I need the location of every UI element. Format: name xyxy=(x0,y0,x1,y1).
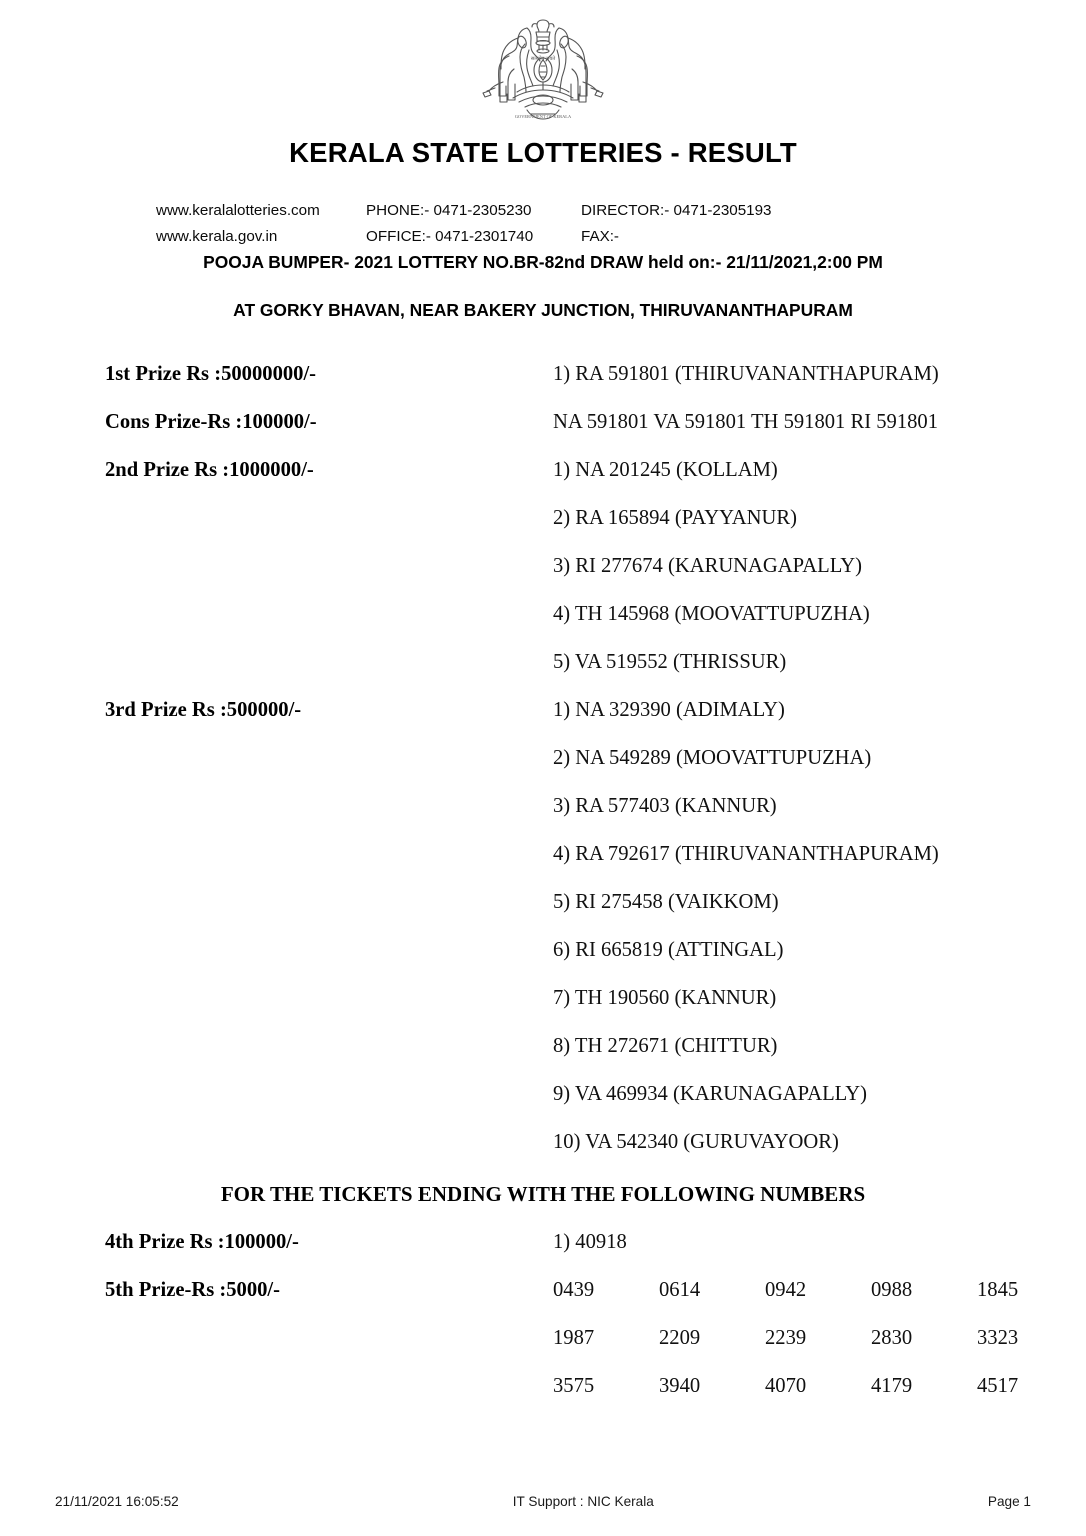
prize-value: 3) RI 277674 (KARUNAGAPALLY) xyxy=(553,555,862,577)
prize-label: 4th Prize Rs :100000/- xyxy=(105,1231,299,1253)
prize-value: 4) TH 145968 (MOOVATTUPUZHA) xyxy=(553,603,870,625)
page-title: KERALA STATE LOTTERIES - RESULT xyxy=(289,137,797,168)
prize-row xyxy=(0,363,1086,411)
lottery-number: 0988 xyxy=(871,1279,913,1301)
number-grid-row xyxy=(553,1327,1033,1350)
lottery-number: 0439 xyxy=(553,1279,595,1301)
number-row xyxy=(0,1375,1086,1423)
lottery-number: 2830 xyxy=(871,1327,913,1349)
lottery-number: 1987 xyxy=(553,1327,595,1349)
contact-row xyxy=(156,224,956,250)
prize-row-fifth xyxy=(0,1279,1086,1327)
lottery-number: 2209 xyxy=(659,1327,701,1349)
office-number: OFFICE:- 0471-2301740 xyxy=(366,228,534,245)
prize-row-fourth xyxy=(0,1231,1086,1279)
footer-timestamp: 21/11/2021 16:05:52 xyxy=(55,1494,179,1509)
prize-row xyxy=(0,699,1086,747)
prize-value: 1) NA 201245 (KOLLAM) xyxy=(553,459,778,481)
prize-row xyxy=(0,603,1086,651)
page-footer xyxy=(0,1494,1086,1509)
ending-numbers-list xyxy=(0,1231,1086,1423)
lottery-number: 3323 xyxy=(977,1327,1019,1349)
number-grid-row xyxy=(553,1375,1033,1398)
prize-value: 5) RI 275458 (VAIKKOM) xyxy=(553,891,779,913)
prize-value: 3) RA 577403 (KANNUR) xyxy=(553,795,777,817)
contact-block xyxy=(156,198,956,250)
prize-row xyxy=(0,651,1086,699)
lottery-number: 0942 xyxy=(765,1279,807,1301)
lottery-number: 4179 xyxy=(871,1375,913,1397)
prize-value: NA 591801 VA 591801 TH 591801 RI 591801 xyxy=(553,411,939,433)
number-grid-row xyxy=(553,1279,1033,1302)
prize-label: 1st Prize Rs :50000000/- xyxy=(105,363,317,385)
director-number: DIRECTOR:- 0471-2305193 xyxy=(581,202,772,219)
prize-row xyxy=(0,507,1086,555)
ending-numbers-heading: FOR THE TICKETS ENDING WITH THE FOLLOWING NUMBERS xyxy=(220,1182,866,1206)
prize-value: 6) RI 665819 (ATTINGAL) xyxy=(553,939,784,961)
phone-number: PHONE:- 0471-2305230 xyxy=(366,202,532,219)
lottery-number: 2239 xyxy=(765,1327,807,1349)
prize-row xyxy=(0,939,1086,987)
footer-page-number: Page 1 xyxy=(987,1494,1031,1509)
prize-row xyxy=(0,747,1086,795)
prize-row xyxy=(0,1131,1086,1179)
prize-label: 2nd Prize Rs :1000000/- xyxy=(105,459,314,481)
prize-value: 5) VA 519552 (THRISSUR) xyxy=(553,651,787,673)
emblem-container xyxy=(0,14,1086,126)
footer-support: IT Support : NIC Kerala xyxy=(512,1494,654,1509)
prize-value: 2) RA 165894 (PAYYANUR) xyxy=(553,507,797,529)
prize-row xyxy=(0,411,1086,459)
prize-label: 5th Prize-Rs :5000/- xyxy=(105,1279,280,1301)
prize-value: 8) TH 272671 (CHITTUR) xyxy=(553,1035,778,1057)
prize-value: 9) VA 469934 (KARUNAGAPALLY) xyxy=(553,1083,867,1105)
prize-value: 4) RA 792617 (THIRUVANANTHAPURAM) xyxy=(553,843,939,865)
prize-value: 2) NA 549289 (MOOVATTUPUZHA) xyxy=(553,747,872,769)
prize-value: 7) TH 190560 (KANNUR) xyxy=(553,987,777,1009)
lottery-number: 3575 xyxy=(553,1375,595,1397)
fax-number: FAX:- xyxy=(581,228,619,245)
prize-label: 3rd Prize Rs :500000/- xyxy=(105,699,302,721)
prize-row xyxy=(0,843,1086,891)
contact-row xyxy=(156,198,956,224)
prize-list xyxy=(0,363,1086,1179)
draw-info-line: POOJA BUMPER- 2021 LOTTERY NO.BR-82nd DRAW held on:- 21/11/2021,2:00 PM xyxy=(203,252,883,272)
website-primary: www.keralalotteries.com xyxy=(156,202,320,219)
prize-row xyxy=(0,1083,1086,1131)
venue-line: AT GORKY BHAVAN, NEAR BAKERY JUNCTION, THIRUVANANTHAPURAM xyxy=(233,300,853,320)
prize-value: 10) VA 542340 (GURUVAYOOR) xyxy=(553,1131,839,1153)
prize-value: 1) 40918 xyxy=(553,1231,627,1253)
prize-value: 1) NA 329390 (ADIMALY) xyxy=(553,699,785,721)
prize-row xyxy=(0,987,1086,1035)
prize-row xyxy=(0,795,1086,843)
website-secondary: www.kerala.gov.in xyxy=(156,228,278,245)
lottery-number: 4517 xyxy=(977,1375,1019,1397)
svg-text:GOVERNMENT OF KERALA: GOVERNMENT OF KERALA xyxy=(514,114,572,119)
number-row xyxy=(0,1327,1086,1375)
prize-row xyxy=(0,1035,1086,1083)
svg-text:सत्यमेव जयते: सत्यमेव जयते xyxy=(530,57,556,62)
lottery-number: 0614 xyxy=(659,1279,701,1301)
prize-row xyxy=(0,459,1086,507)
kerala-state-emblem-icon xyxy=(467,14,619,126)
prize-label: Cons Prize-Rs :100000/- xyxy=(105,411,317,433)
prize-value: 1) RA 591801 (THIRUVANANTHAPURAM) xyxy=(553,363,939,385)
lottery-number: 3940 xyxy=(659,1375,701,1397)
prize-row xyxy=(0,555,1086,603)
lottery-number: 1845 xyxy=(977,1279,1019,1301)
lottery-number: 4070 xyxy=(765,1375,807,1397)
prize-row xyxy=(0,891,1086,939)
